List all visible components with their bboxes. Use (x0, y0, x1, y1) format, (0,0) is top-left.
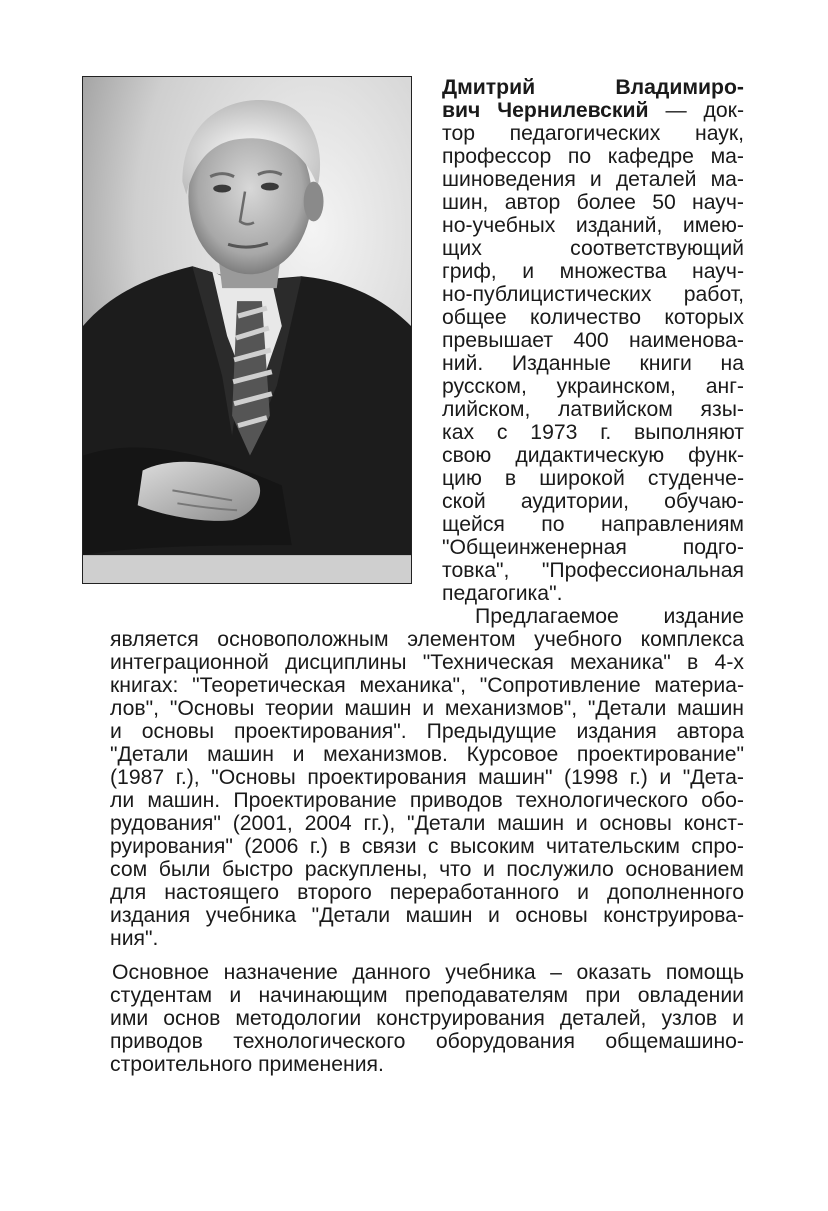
bio-line-19: щейся по направлениям (442, 513, 744, 536)
bio-line-12: ний. Изданные книги на (442, 352, 744, 375)
bio-line-20: "Общеинженерная подго- (442, 536, 744, 559)
bio-line-7: щих соответствующий (442, 237, 744, 260)
bio-line-9: но-публицистических работ, (442, 283, 744, 306)
bio-line-16: свою дидактическую функ- (442, 444, 744, 467)
para1-last-line: ния". (110, 927, 159, 950)
bio-line-15: ках с 1973 г. выполняют (442, 421, 744, 444)
para2-last-line: строительного применения. (110, 1053, 384, 1076)
para1-line: лов", "Основы теории машин и механизмов", "Детали машин (110, 697, 744, 720)
bio-line-1 (442, 99, 744, 122)
para1-line: издания учебника "Детали машин и основы конструирова- (110, 904, 744, 927)
para2-line: студентам и начинающим преподавателям при овладении (110, 984, 744, 1007)
para1-line: для настоящего второго переработанного и дополненного (110, 881, 744, 904)
bio-line-3: профессор по кафедре ма- (442, 145, 744, 168)
para2-line: ими основ методологии конструирования деталей, узлов и (110, 1007, 744, 1030)
author-name-part1: Дмитрий Владимиро- (442, 76, 744, 99)
bio-text: — док- (648, 99, 744, 122)
para1-line: рудования" (2001, 2004 гг.), "Детали машин и основы конст- (110, 812, 744, 835)
bio-line-22: педагогика". (442, 582, 563, 605)
bio-line-5: шин, автор более 50 науч- (442, 191, 744, 214)
para1-line: руирования" (2006 г.) в связи с высоким читательским спро- (110, 835, 744, 858)
bio-line-2: тор педагогических наук, (442, 122, 744, 145)
bio-line-13: русском, украинском, анг- (442, 375, 744, 398)
para1-line: является основоположным элементом учебного комплекса (110, 628, 744, 651)
para1-line: интеграционной дисциплины "Техническая механика" в 4-х (110, 651, 744, 674)
para1-line: сом были быстро раскуплены, что и послужило основанием (110, 858, 744, 881)
bio-line-8: гриф, и множества науч- (442, 260, 744, 283)
para2-first-line: Основное назначение данного учебника – оказать помощь (112, 961, 744, 984)
para1-line: и основы проектирования". Предыдущие издания автора (110, 720, 744, 743)
bio-line-10: общее количество которых (442, 306, 744, 329)
bio-line-18: ской аудитории, обучаю- (442, 490, 744, 513)
bio-name-line1 (442, 76, 744, 99)
bio-line-14: лийском, латвийском язы- (442, 398, 744, 421)
para1-line: книгах: "Теоретическая механика", "Сопротивление материа- (110, 674, 744, 697)
para1-line: (1987 г.), "Основы проектирования машин" (1998 г.) и "Дета- (110, 766, 744, 789)
bio-line-6: но-учебных изданий, имею- (442, 214, 744, 237)
bio-line-4: шиноведения и деталей ма- (442, 168, 744, 191)
bio-line-21: товка", "Профессиональная (442, 559, 744, 582)
para1-line: ли машин. Проектирование приводов технологического обо- (110, 789, 744, 812)
para1-line: "Детали машин и механизмов. Курсовое проектирование" (110, 743, 744, 766)
portrait-image (83, 77, 411, 583)
para1-first-line: Предлагаемое издание (475, 605, 744, 628)
bio-line-11: превышает 400 наименова- (442, 329, 744, 352)
bio-line-17: цию в широкой студенче- (442, 467, 744, 490)
author-portrait-photo (82, 76, 412, 584)
para2-line: приводов технологического оборудования общемашино- (110, 1030, 744, 1053)
author-name-part2: вич Чернилевский (442, 99, 649, 122)
